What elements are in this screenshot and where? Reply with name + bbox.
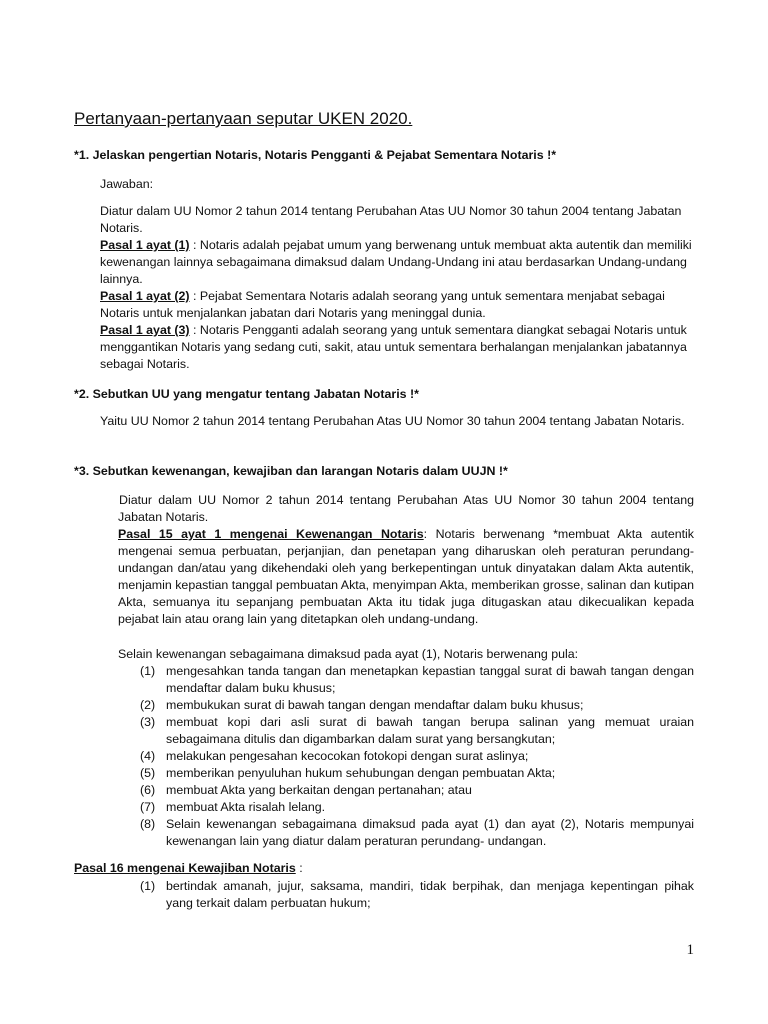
question-2-heading: *2. Sebutkan UU yang mengatur tentang Jabatan Notaris !* [74,387,419,401]
pasal-label: Pasal 15 ayat 1 mengenai Kewenangan Notaris [118,527,424,541]
list-item-text: membuat Akta risalah lelang. [166,800,326,814]
answer-intro: Diatur dalam UU Nomor 2 tahun 2014 tentang Perubahan Atas UU Nomor 30 tahun 2004 tentang Jabatan Notaris. [100,204,682,235]
list-item [140,878,694,912]
list-item-number: (3) [140,715,156,729]
question-1-answer [100,203,694,373]
kewajiban-list [140,878,694,912]
list-item-number: (2) [140,698,156,712]
list-item [140,816,694,850]
list-item-number: (1) [140,879,156,893]
question-2-answer: Yaitu UU Nomor 2 tahun 2014 tentang Perubahan Atas UU Nomor 30 tahun 2004 tentang Jabatan Notaris. [100,414,685,428]
question-3-heading: *3. Sebutkan kewenangan, kewajiban dan larangan Notaris dalam UUJN !* [74,464,508,478]
pasal-label: Pasal 16 mengenai Kewajiban Notaris [74,861,296,875]
pasal-text: : Notaris adalah pejabat umum yang berwenang untuk membuat akta autentik dan memiliki kewenangan lainnya sebagaimana dimaksud dalam Undang-Undang ini atau berdasarkan Undang-undang lainnya. [100,238,692,286]
pasal-1-ayat-3 [100,322,694,373]
list-item-text: membuat Akta yang berkaitan dengan pertanahan; atau [166,783,472,797]
kewenangan-list [140,663,694,850]
list-item [140,765,694,782]
pasal-label: Pasal 1 ayat (1) [100,238,190,252]
list-item-number: (1) [140,664,156,678]
list-item [140,748,694,765]
pasal-text: : Pejabat Sementara Notaris adalah seorang yang untuk sementara menjabat sebagai Notaris untuk menjalankan jabatan dari Notaris yang meninggal dunia. [100,289,665,320]
list-item-text: bertindak amanah, jujur, saksama, mandiri, tidak berpihak, dan menjaga kepentingan pihak yang terkait dalam perbuatan hukum; [166,879,694,910]
question-1-heading: *1. Jelaskan pengertian Notaris, Notaris Pengganti & Pejabat Sementara Notaris !* [74,148,557,162]
question-3-answer [118,492,694,628]
pasal-text: : Notaris Pengganti adalah seorang yang untuk sementara diangkat sebagai Notaris untuk menggantikan Notaris yang sedang cuti, sakit, atau untuk sementara berhalangan menjalankan jabatannya sebagai Notaris. [100,323,687,371]
page-number: 1 [686,942,694,958]
list-item-text: melakukan pengesahan kecocokan fotokopi dengan surat aslinya; [166,749,529,763]
list-item [140,799,694,816]
list-item-number: (6) [140,783,156,797]
pasal-15 [118,526,694,628]
document-title: Pertanyaan-pertanyaan seputar UKEN 2020. [74,109,413,128]
kewenangan-lain-intro: Selain kewenangan sebagaimana dimaksud pada ayat (1), Notaris berwenang pula: [118,647,579,661]
list-item-text: mengesahkan tanda tangan dan menetapkan kepastian tanggal surat di bawah tangan dengan mendaftar dalam buku khusus; [166,664,694,695]
list-item [140,663,694,697]
list-item-number: (5) [140,766,156,780]
pasal-text: : Notaris berwenang *membuat Akta autentik mengenai semua perbuatan, perjanjian, dan penetapan yang diharuskan oleh peraturan perundang-undangan dan/atau yang dikehendaki oleh yang berkepentingan untuk dinyatakan dalam Akta autentik, menjamin kepastian tanggal pembuatan Akta, menyimpan Akta, memberikan grosse, salinan dan kutipan Akta, semuanya itu sepanjang pembuatan Akta itu tidak juga ditugaskan atau dikecualikan kepada pejabat lain atau orang lain yang ditetapkan oleh undang-undang. [118,527,694,626]
answer-intro: Diatur dalam UU Nomor 2 tahun 2014 tentang Perubahan Atas UU Nomor 30 tahun 2004 tentang Jabatan Notaris. [118,493,694,524]
list-item-text: Selain kewenangan sebagaimana dimaksud pada ayat (1) dan ayat (2), Notaris mempunyai kewenangan lain yang diatur dalam peraturan perundang- undangan. [166,817,694,848]
answer-label: Jawaban: [100,177,154,191]
pasal-1-ayat-2 [100,288,694,322]
list-item [140,697,694,714]
list-item-text: memberikan penyuluhan hukum sehubungan dengan pembuatan Akta; [166,766,556,780]
pasal-suffix: : [295,861,303,875]
list-item-number: (4) [140,749,156,763]
list-item-text: membuat kopi dari asli surat di bawah tangan berupa salinan yang memuat uraian sebagaimana ditulis dan digambarkan dalam surat yang bersangkutan; [166,715,694,746]
pasal-label: Pasal 1 ayat (3) [100,323,190,337]
list-item-number: (8) [140,817,156,831]
list-item-number: (7) [140,800,156,814]
list-item [140,782,694,799]
pasal-16-heading [74,860,303,877]
pasal-label: Pasal 1 ayat (2) [100,289,190,303]
list-item-text: membukukan surat di bawah tangan dengan mendaftar dalam buku khusus; [166,698,584,712]
pasal-1-ayat-1 [100,237,694,288]
list-item [140,714,694,748]
